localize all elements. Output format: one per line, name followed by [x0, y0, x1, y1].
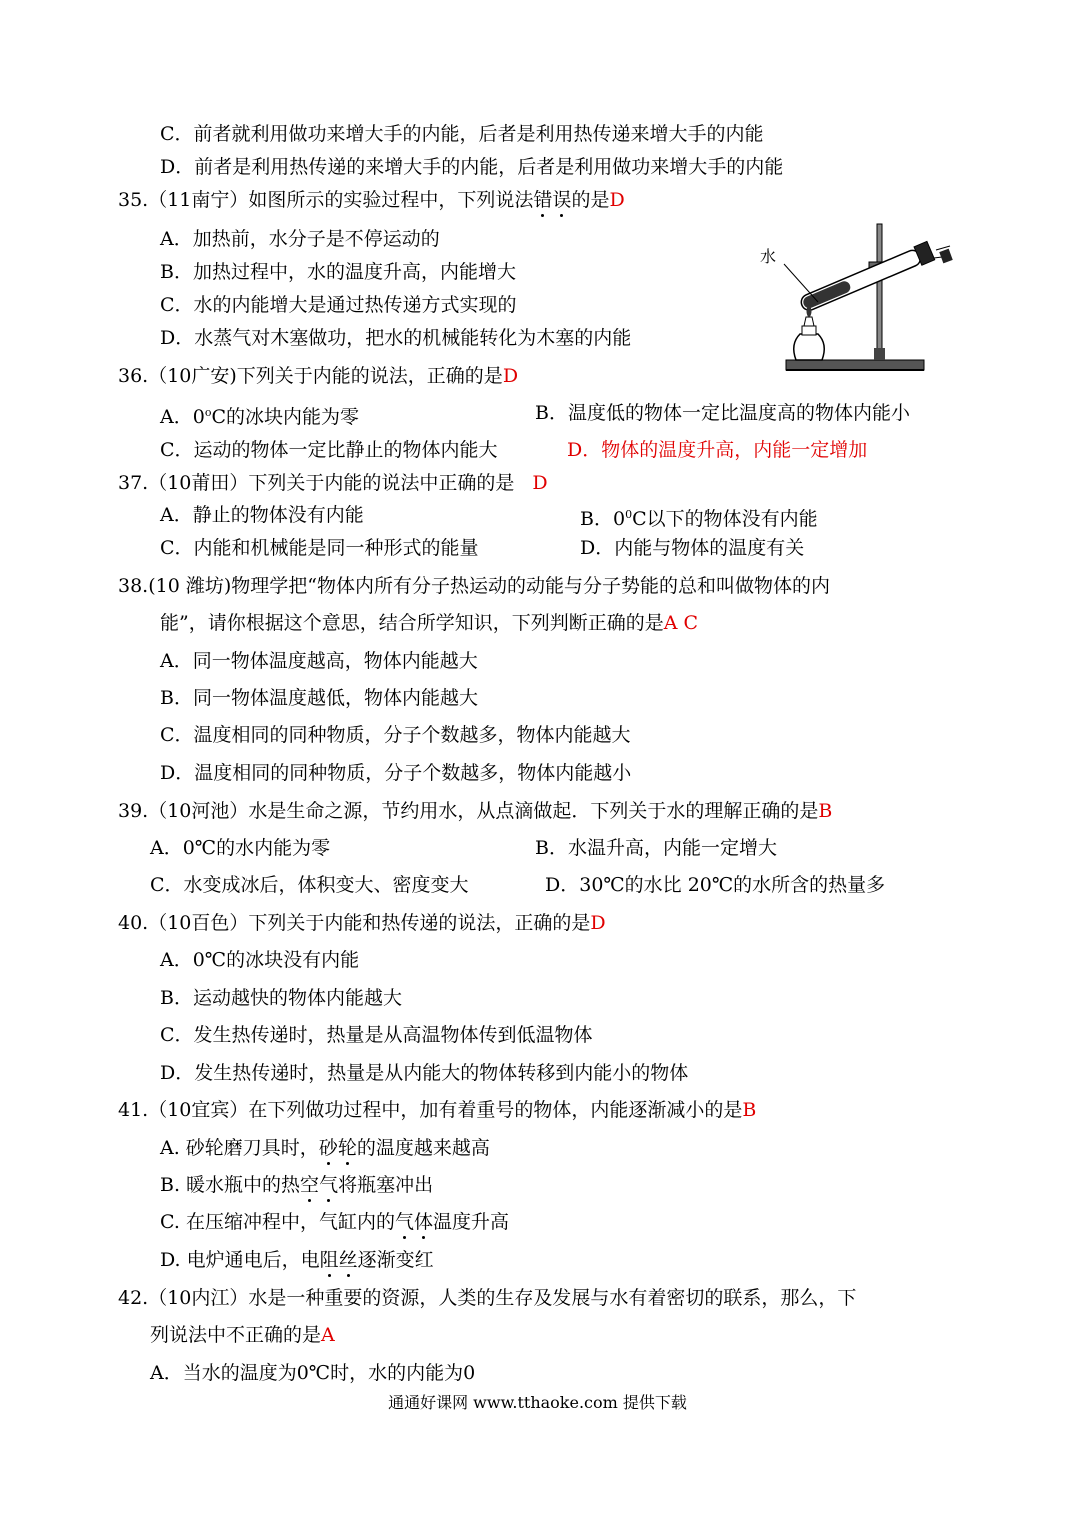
experiment-figure: [756, 222, 956, 382]
q36-stem-text: 36.（10广安)下列关于内能的说法，正确的是: [118, 365, 503, 387]
q42-stem-line1: 42.（10内江）水是一种重要的资源，人类的生存及发展与水有着密切的联系，那么，下: [118, 1287, 857, 1309]
q35-stem-text: 35.（11南宁）如图所示的实验过程中，下列说法: [118, 189, 534, 211]
q36-option-a: [160, 401, 359, 429]
q39-stem: [118, 799, 832, 823]
q39-option-c: C．水变成冰后，体积变大、密度变大: [150, 874, 469, 896]
page-footer: 通通好课网 www.tthaoke.com 提供下载: [388, 1393, 687, 1412]
q37-stem-text: 37.（10莆田）下列关于内能的说法中正确的是: [118, 472, 515, 494]
q38-stem-line2: [160, 611, 698, 635]
q41-option-a-text: 的温度越来越高: [356, 1137, 490, 1159]
q41-answer: B: [742, 1099, 757, 1121]
q41-option-c: [160, 1210, 509, 1234]
emphasis-char: 轮: [337, 1137, 357, 1159]
q42-stem-text: 列说法中不正确的是: [150, 1324, 322, 1346]
q37-option-b-text: C以下的物体没有内能: [632, 508, 818, 530]
q37-option-c: C．内能和机械能是同一种形式的能量: [160, 537, 479, 559]
q37-option-b: [580, 503, 818, 531]
q35-option-b: B．加热过程中，水的温度升高，内能增大: [160, 261, 516, 283]
q42-option-a: A．当水的温度为0℃时，水的内能为0: [150, 1362, 476, 1384]
q40-option-a: A．0℃的冰块没有内能: [160, 949, 360, 971]
emphasis-char: 阻: [319, 1249, 339, 1271]
q38-stem-text: 能”，请你根据这个意思，结合所学知识，下列判断正确的是: [160, 612, 664, 634]
q38-option-c: C．温度相同的同种物质，分子个数越多，物体内能越大: [160, 724, 631, 746]
q36-stem: [118, 364, 518, 388]
q41-option-a-text: A. 砂轮磨刀具时，: [160, 1137, 319, 1159]
q41-option-a: [160, 1136, 490, 1160]
q41-option-b: [160, 1173, 433, 1197]
q36-answer: D: [502, 365, 519, 387]
q39-option-b: B．水温升高，内能一定增大: [535, 837, 777, 859]
emphasis-char: 体: [413, 1211, 433, 1233]
q40-option-d: D．发生热传递时，热量是从内能大的物体转移到内能小的物体: [160, 1062, 689, 1084]
q36-option-a-text: C的冰块内能为零: [211, 406, 359, 428]
q41-stem-text: 41.（10宜宾）在下列做功过程中，加有着重号的物体，内能逐渐减小的是: [118, 1099, 743, 1121]
q41-stem: [118, 1098, 756, 1122]
rod-foot: [874, 348, 885, 360]
q41-option-b-text: B. 暖水瓶中的热: [160, 1174, 301, 1196]
q37-answer: D: [532, 472, 548, 494]
q41-option-c-text: C. 在压缩冲程中，气缸内的: [160, 1211, 395, 1233]
emphasis-char: 空: [300, 1174, 320, 1196]
degree-sup: o: [204, 406, 212, 419]
q38-option-a: A．同一物体温度越高，物体内能越大: [160, 650, 478, 672]
q38-option-d: D．温度相同的同种物质，分子个数越多，物体内能越小: [160, 762, 632, 784]
alcohol-lamp: [794, 334, 825, 360]
q40-stem-text: 40.（10百色）下列关于内能和热传递的说法，正确的是: [118, 912, 591, 934]
q35-option-d: D．水蒸气对木塞做功，把水的机械能转化为木塞的内能: [160, 327, 632, 349]
q34-option-d: D．前者是利用热传递的来增大手的内能，后者是利用做功来增大手的内能: [160, 156, 784, 178]
q38-answer: A C: [663, 612, 699, 634]
q38-stem-line1: 38.(10 潍坊)物理学把“物体内所有分子热运动的动能与分子势能的总和叫做物体的内: [118, 575, 830, 597]
emphasis-char: 丝: [338, 1249, 358, 1271]
stand-rod: [877, 224, 882, 360]
q41-option-d: [160, 1248, 434, 1272]
q36-option-b: B．温度低的物体一定比温度高的物体内能小: [535, 402, 910, 424]
q41-option-c-text: 温度升高: [432, 1211, 509, 1233]
test-tube: [798, 241, 935, 314]
q35-stem-text: 的是: [571, 189, 610, 211]
q37-option-a: A．静止的物体没有内能: [160, 504, 364, 526]
q35-emphasis-char: 误: [552, 189, 572, 211]
q37-option-d: D．内能与物体的温度有关: [580, 537, 805, 559]
lamp-wick: [804, 317, 814, 326]
q36-option-d: D．物体的温度升高，内能一定增加: [567, 439, 868, 461]
q35-emphasis-char: 错: [533, 189, 553, 211]
q38-option-b: B．同一物体温度越低，物体内能越大: [160, 687, 478, 709]
lamp-neck: [802, 326, 816, 335]
q41-option-d-text: 逐渐变红: [357, 1249, 434, 1271]
q37-stem: [118, 471, 548, 495]
q39-option-a: A．0℃的水内能为零: [150, 837, 331, 859]
q39-answer: B: [818, 800, 833, 822]
q40-answer: D: [590, 912, 606, 934]
flying-cork: [939, 249, 953, 264]
q36-option-c: C．运动的物体一定比静止的物体内能大: [160, 439, 498, 461]
q42-stem-line2: [150, 1323, 335, 1347]
q41-option-d-text: D. 电炉通电后，电: [160, 1249, 320, 1271]
label-pointer: [784, 264, 818, 302]
degree-sup: 0: [625, 508, 633, 521]
q35-option-a: A．加热前，水分子是不停运动的: [160, 228, 440, 250]
q42-answer: A: [321, 1324, 335, 1346]
q34-option-c: C．前者就利用做功来增大手的内能，后者是利用热传递来增大手的内能: [160, 123, 764, 145]
emphasis-char: 砂: [318, 1137, 338, 1159]
figure-label-water: 水: [760, 247, 777, 266]
q35-answer: D: [609, 189, 625, 211]
q36-option-a-text: A．0: [160, 406, 205, 428]
q39-stem-text: 39.（10河池）水是生命之源，节约用水，从点滴做起．下列关于水的理解正确的是: [118, 800, 819, 822]
q40-option-c: C．发生热传递时，热量是从高温物体传到低温物体: [160, 1024, 593, 1046]
q37-option-b-text: B．0: [580, 508, 626, 530]
q40-stem: [118, 911, 606, 935]
q41-option-b-text: 将瓶塞冲出: [338, 1174, 434, 1196]
emphasis-char: 气: [394, 1211, 414, 1233]
q35-stem: [118, 188, 625, 212]
emphasis-char: 气: [319, 1174, 339, 1196]
q40-option-b: B．运动越快的物体内能越大: [160, 987, 402, 1009]
stand-base: [786, 360, 924, 370]
q35-option-c: C．水的内能增大是通过热传递方式实现的: [160, 294, 517, 316]
q39-option-d: D．30℃的水比 20℃的水所含的热量多: [545, 874, 886, 896]
